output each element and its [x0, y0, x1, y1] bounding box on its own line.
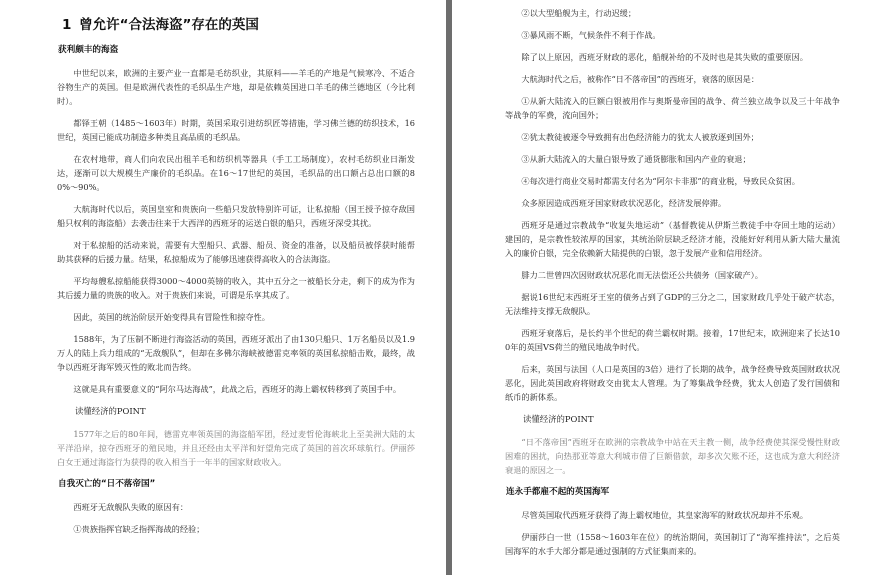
paragraph: 在农村地带，商人们向农民出租羊毛和纺织机等器具（手工工场制度），农村毛纺织业日渐发达，逐渐可以大规模生产廉价的毛织品。在16～17世纪的英国，毛织品的出口额占总出口额的80%～90%。: [57, 154, 415, 192]
paragraph: 对于私掠船的活动来说，需要有大型船只、武器、船员、资金的准备，以及船员被俘获时能帮助其获释的后援力量。结果，私掠船成为了能够迅速获得高收入的合法海盗。: [57, 240, 415, 264]
list-item: ①从新大陆流入的巨额白银被用作与奥斯曼帝国的战争、荷兰独立战争以及三十年战争等战争的军费，流向国外；: [505, 96, 840, 120]
economics-point-label: 读懂经济的POINT: [75, 406, 146, 416]
economics-point-text: “日不落帝国”西班牙在欧洲的宗教战争中站在天主教一侧，战争经费使其深受慢性财政困难的困扰，向热那亚等意大利城市借了巨额借款，却多次欠账不还，这也成为意大利经济衰退的原因之一。: [505, 437, 840, 475]
paragraph: 大航海时代以后，英国皇室和贵族向一些船只发放特别许可证，让私掠船（国王授予掠夺敌国船只权利的海盗船）去袭击往来于大西洋的西班牙的运送白银的船只，西班牙深受其扰。: [57, 204, 415, 228]
paragraph: 除了以上原因，西班牙财政的恶化，船舰补给的不及时也是其失败的重要原因。: [521, 52, 808, 62]
left-page: [0, 0, 446, 575]
paragraph: 西班牙衰落后，是长约半个世纪的荷兰霸权时期。接着，17世纪末，欧洲迎来了长达100年的英国VS荷兰的殖民地战争时代。: [505, 328, 840, 352]
paragraph: 中世纪以来，欧洲的主要产业一直都是毛纺织业，其原料——羊毛的产地是气候寒冷、不适合谷物生产的英国。但是欧洲代表性的毛织品生产地，却是依赖英国进口羊毛的佛兰德地区（今比利时）。: [57, 68, 415, 106]
section-heading-navy: 连永手都雇不起的英国海军: [506, 487, 610, 497]
economics-point-text: 1577年之后的80年间，德雷克率领英国的海盗船军团，经过麦哲伦海峡北上至美洲大陆的太平洋沿岸，掠夺西班牙的殖民地，并且还经由太平洋和好望角完成了英国的首次环球航行。伊丽莎白女王通过海盗行为获得的收入相当于一年半的国家财政收入。: [57, 429, 415, 467]
chapter-number: 1: [62, 17, 72, 33]
paragraph: 平均每艘私掠船能获得3000～4000英镑的收入，其中五分之一被船长分走，剩下的成为作为其后援力量的贵族的收入。对于贵族们来说，可谓是乐享其成了。: [57, 276, 415, 300]
paragraph: 腓力二世曾四次因财政状况恶化而无法偿还公共债务（国家破产）。: [521, 270, 763, 280]
section-heading-empire: 自我灭亡的“日不落帝国”: [58, 479, 156, 489]
paragraph: 众多原因造成西班牙国家财政状况恶化，经济发展停滞。: [521, 198, 727, 208]
list-item: ②以大型船舰为主，行动迟缓；: [521, 8, 637, 18]
paragraph: 后来，英国与法国（人口是英国的3倍）进行了长期的战争，战争经费导致英国财政状况恶化，因此英国政府将财政交由犹太人管理。为了筹集战争经费，犹太人创造了发行国债和纸币的新体系。: [505, 364, 840, 402]
economics-point-label: 读懂经济的POINT: [523, 414, 594, 424]
paragraph: 大航海时代之后，被称作“日不落帝国”的西班牙，衰落的原因是：: [521, 74, 760, 84]
list-item: ①贵族指挥官缺乏指挥海战的经验；: [73, 524, 205, 534]
paragraph: 西班牙是通过宗教战争“收复失地运动”（基督教徒从伊斯兰教徒手中夺回土地的运动）建国的，是宗教性较浓厚的国家，其统治阶层缺乏经济才能，没能好好利用从新大陆大量流入的廉价白银，完全依赖新大陆提供的白银，忽于发展产业和信用经济。: [505, 220, 840, 258]
section-heading-pirates: 获利颇丰的海盗: [58, 45, 119, 55]
paragraph: 尽管英国取代西班牙获得了海上霸权地位，其皇家海军的财政状况却并不乐观。: [521, 510, 808, 520]
chapter-title-text: 曾允许“合法海盗”存在的英国: [79, 17, 259, 33]
list-item: ②犹太教徒被逐令导致拥有出色经济能力的犹太人被放逐到国外；: [521, 132, 759, 142]
paragraph: 伊丽莎白一世（1558～1603年在位）的统治期间，英国制订了“海军推持法”，之后英国海军的水手大部分都是通过强制的方式征集而来的。: [505, 532, 840, 556]
paragraph: 这就是具有重要意义的“阿尔马达海战”，此战之后，西班牙的海上霸权转移到了英国手中。: [73, 384, 402, 394]
paragraph: 西班牙无敌舰队失败的原因有：: [73, 502, 189, 512]
list-item: ④每次进行商业交易时都需支付名为“阿尔卡非那”的商业税，导致民众贫困。: [521, 176, 800, 186]
right-page: [452, 0, 893, 575]
list-item: ③暴风雨不断，气候条件不利于作战。: [521, 30, 661, 40]
chapter-title: [62, 16, 415, 34]
paragraph: 因此，英国的统治阶层开始变得具有冒险性和掠夺性。: [73, 312, 270, 322]
paragraph: 1588年，为了压制不断进行海盗活动的英国，西班牙派出了由130只船只、1万名船员以及1.9万人的陆上兵力组成的“无敌舰队”，但却在多佛尔海峡被德雷克率领的英国私掠船击败，最终，战争以西班牙海军毁灭性的败北而告终。: [57, 334, 415, 372]
paragraph: 都铎王朝（1485～1603年）时期，英国采取引进纺织匠等措施，学习佛兰德的纺织技术，16世纪，英国已能成功制造多种类且高品质的毛织品。: [57, 118, 415, 142]
list-item: ③从新大陆流入的大量白银导致了通货膨胀和国内产业的衰退；: [521, 154, 751, 164]
paragraph: 据说16世纪末西班牙王室的债务占到了GDP的三分之二，国家财政几乎处于破产状态，无法维持支撑无敌舰队。: [505, 292, 840, 316]
